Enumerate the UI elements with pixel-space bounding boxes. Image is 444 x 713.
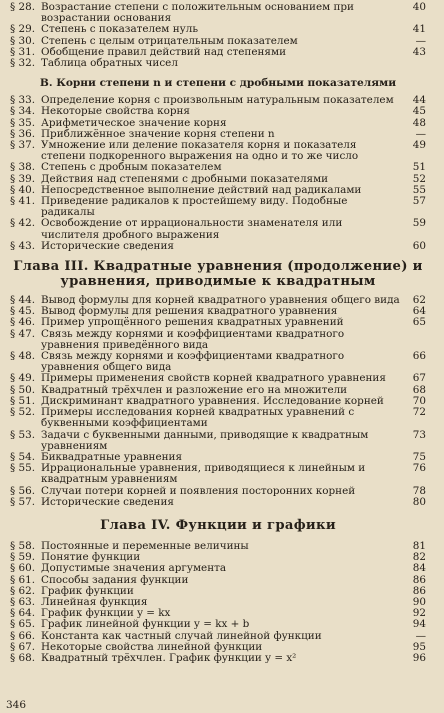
page-ref: 43 (412, 45, 426, 58)
page-ref: 76 (412, 462, 426, 475)
page-ref: 92 (412, 607, 426, 620)
toc-entry (10, 140, 426, 162)
toc-entry (10, 653, 426, 664)
section-number: § 68. (10, 651, 36, 664)
page-ref: 86 (412, 584, 426, 597)
section-title: Линейная функция (41, 595, 148, 608)
section-number: § 55. (10, 462, 36, 475)
chapter-4-title: Глава IV. Функции и графики (100, 517, 336, 533)
section-title: Квадратный трёхчлен. График функции y = x² (41, 651, 297, 664)
section-number: § 42. (10, 217, 36, 230)
toc-list-top (10, 2, 426, 69)
page-ref: 40 (412, 1, 426, 13)
toc-entry (10, 497, 426, 508)
section-title: Степень с дробным показателем (41, 161, 222, 174)
page-ref: — (415, 629, 426, 642)
page-ref: 96 (412, 651, 426, 664)
section-title: Дискриминант квадратного уравнения. Исследование корней (41, 394, 384, 407)
toc-entry (10, 407, 426, 429)
section-title: Приведение радикалов к простейшему виду. Подобные радикалы (41, 195, 348, 219)
section-title: Примеры применения свойств корней квадратного уравнения (41, 372, 386, 385)
section-number: § 56. (10, 484, 36, 497)
section-number: § 62. (10, 584, 36, 597)
page-ref: 67 (412, 372, 426, 385)
page-ref: 52 (412, 172, 426, 185)
section-title: Понятие функции (41, 551, 141, 564)
toc-entry (10, 619, 426, 630)
page-ref: 51 (412, 161, 426, 174)
page-number: 346 (6, 699, 27, 711)
page-ref: 64 (412, 305, 426, 318)
section-number: § 35. (10, 116, 36, 129)
section-title: Случаи потери корней и появления посторонних корней (41, 484, 356, 497)
page-ref: 59 (412, 217, 426, 230)
section-number: § 44. (10, 294, 36, 307)
toc-entry (10, 218, 426, 240)
page-ref: 62 (412, 294, 426, 307)
section-title: Действия над степенями с дробными показателями (41, 172, 329, 185)
toc-entry (10, 162, 426, 173)
section-title: Арифметическое значение корня (41, 116, 227, 129)
section-title: Степень с целым отрицательным показателем (41, 34, 298, 47)
toc-entry (10, 563, 426, 574)
section-title: Пример упрощённого решения квадратных уравнений (41, 316, 344, 329)
page-ref: 57 (412, 195, 426, 208)
section-title: График функции (41, 584, 134, 597)
toc-entry (10, 373, 426, 384)
toc-entry (10, 241, 426, 252)
toc-entry (10, 58, 426, 69)
toc-list-ch4 (10, 541, 426, 664)
section-title: Иррациональные уравнения, приводящиеся к линейным и квадратным уравнениям (41, 462, 366, 486)
section-title: Приближённое значение корня степени n (41, 127, 275, 140)
section-number: § 43. (10, 239, 36, 252)
section-title: Непосредственное выполнение действий над радикалами (41, 183, 362, 196)
section-number: § 64. (10, 607, 36, 620)
section-number: § 47. (10, 327, 36, 340)
section-number: § 60. (10, 562, 36, 575)
toc-entry (10, 2, 426, 24)
page-ref: 65 (412, 316, 426, 329)
section-title: Вывод формулы для решения квадратного уравнения (41, 305, 338, 318)
toc-list-ch3 (10, 295, 426, 508)
section-title: Обобщение правил действий над степенями (41, 45, 286, 58)
section-title: Константа как частный случай линейной функции (41, 629, 322, 642)
section-title: Биквадратные уравнения (41, 450, 183, 463)
section-number: § 67. (10, 640, 36, 653)
section-title: Примеры исследования корней квадратных уравнений с буквенными коэффициентами (41, 406, 355, 430)
toc-list-roots (10, 95, 426, 252)
toc-entry (10, 463, 426, 485)
section-title: Освобождение от иррациональности знаменателя или числителя дробного выражения (41, 217, 343, 241)
section-number: § 41. (10, 195, 36, 208)
section-number: § 52. (10, 406, 36, 419)
section-title: График линейной функции y = kx + b (41, 618, 250, 631)
page-ref: 95 (412, 640, 426, 653)
section-number: § 51. (10, 394, 36, 407)
page-ref: 49 (412, 139, 426, 152)
section-number: § 28. (10, 1, 36, 13)
page-ref: 55 (412, 183, 426, 196)
page-ref: 81 (412, 539, 426, 552)
toc-entry (10, 351, 426, 373)
section-title: Связь между корнями и коэффициентами квадратного уравнения общего вида (41, 350, 345, 374)
page-ref: 68 (412, 383, 426, 396)
chapter-3-title: Глава III. Квадратные уравнения (продолжение) и уравнения, приводимые к квадратным (13, 259, 423, 290)
section-number: § 40. (10, 183, 36, 196)
section-number: § 38. (10, 161, 36, 174)
page-ref: 86 (412, 573, 426, 586)
section-number: § 58. (10, 539, 36, 552)
page-ref: 66 (412, 350, 426, 363)
section-title: Допустимые значения аргумента (41, 562, 227, 575)
toc-entry (10, 317, 426, 328)
page-ref: 48 (412, 116, 426, 129)
section-title: Некоторые свойства корня (41, 105, 190, 118)
section-title: Вывод формулы для корней квадратного уравнения общего вида (41, 294, 400, 307)
section-number: § 39. (10, 172, 36, 185)
page-ref: 60 (412, 239, 426, 252)
section-number: § 65. (10, 618, 36, 631)
section-number: § 50. (10, 383, 36, 396)
page-ref: — (415, 34, 426, 47)
page-ref: 45 (412, 105, 426, 118)
subsection-title: В. Корни степени n и степени с дробными показателями (39, 77, 397, 90)
section-title: Определение корня с произвольным натуральным показателем (41, 94, 394, 107)
section-number: § 30. (10, 34, 36, 47)
section-number: § 29. (10, 23, 36, 36)
section-title: Постоянные и переменные величины (41, 539, 249, 552)
section-title: Задачи с буквенными данными, приводящие к квадратным уравнениям (41, 428, 369, 452)
section-number: § 63. (10, 595, 36, 608)
page-ref: 72 (412, 406, 426, 419)
section-number: § 34. (10, 105, 36, 118)
page-ref: 70 (412, 394, 426, 407)
section-number: § 54. (10, 450, 36, 463)
page-ref: 84 (412, 562, 426, 575)
page-ref: 82 (412, 551, 426, 564)
toc-entry (10, 430, 426, 452)
section-title: Исторические сведения (41, 495, 174, 508)
page-ref: 75 (412, 450, 426, 463)
section-title: График функции y = kx (41, 607, 171, 620)
section-title: Возрастание степени с положительным основанием при возрастании основания (41, 1, 354, 25)
toc-entry (10, 196, 426, 218)
section-title: Некоторые свойства линейной функции (41, 640, 263, 653)
section-number: § 33. (10, 94, 36, 107)
section-number: § 61. (10, 573, 36, 586)
page-ref: 78 (412, 484, 426, 497)
section-title: Исторические сведения (41, 239, 174, 252)
section-title: Способы задания функции (41, 573, 189, 586)
section-number: § 53. (10, 428, 36, 441)
toc-entry (10, 106, 426, 117)
page-ref: 44 (412, 94, 426, 107)
page-ref: — (415, 127, 426, 140)
section-number: § 37. (10, 139, 36, 152)
section-number: § 32. (10, 57, 36, 70)
section-title: Умножение или деление показателя корня и показателя степени подкоренного выражения на одно и то же число (41, 139, 359, 163)
section-number: § 45. (10, 305, 36, 318)
page-ref: 41 (412, 23, 426, 36)
section-number: § 59. (10, 551, 36, 564)
toc-entry (10, 24, 426, 35)
section-number: § 31. (10, 45, 36, 58)
page-ref: 94 (412, 618, 426, 631)
section-title: Связь между корнями и коэффициентами квадратного уравнения приведённого вида (41, 327, 345, 351)
section-number: § 66. (10, 629, 36, 642)
section-title: Таблица обратных чисел (41, 57, 178, 70)
toc-entry (10, 329, 426, 351)
page-ref: 73 (412, 428, 426, 441)
section-number: § 46. (10, 316, 36, 329)
section-title: Квадратный трёхчлен и разложение его на множители (41, 383, 348, 396)
section-number: § 36. (10, 127, 36, 140)
section-title: Степень с показателем нуль (41, 23, 198, 36)
section-number: § 48. (10, 350, 36, 363)
page-ref: 80 (412, 495, 426, 508)
section-number: § 57. (10, 495, 36, 508)
section-number: § 49. (10, 372, 36, 385)
page-ref: 90 (412, 595, 426, 608)
